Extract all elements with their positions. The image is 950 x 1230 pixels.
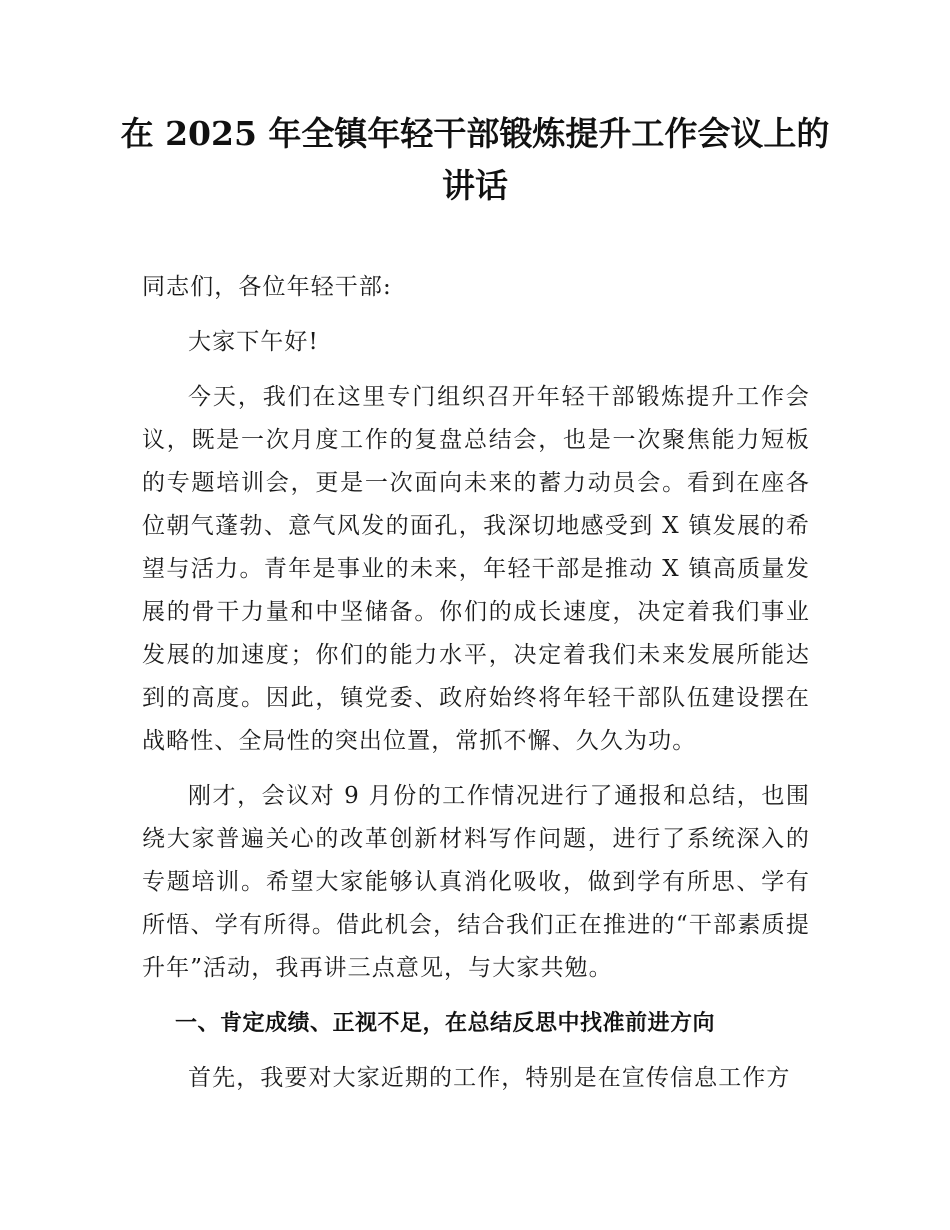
section-paragraph: 首先，我要对大家近期的工作，特别是在宣传信息工作方	[188, 1065, 791, 1091]
salutation: 同志们，各位年轻干部:	[142, 274, 392, 300]
document-body	[142, 266, 810, 1112]
greeting: 大家下午好!	[188, 329, 319, 355]
section-heading: 一、肯定成绩、正视不足，在总结反思中找准前进方向	[175, 1011, 716, 1036]
body-paragraph: 刚才，会议对 9 月份的工作情况进行了通报和总结，也围绕大家普遍关心的改革创新材料写作问题，进行了系统深入的专题培训。希望大家能够认真消化吸收，做到学有所思、学有所悟、学有所得。借此机会，结合我们正在推进的“干部素质提升年”活动，我再讲三点意见，与大家共勉。	[142, 783, 810, 981]
document-title: 在 2025 年全镇年轻干部锻炼提升工作会议上的讲话	[120, 114, 830, 205]
body-paragraph: 今天，我们在这里专门组织召开年轻干部锻炼提升工作会议，既是一次月度工作的复盘总结会，也是一次聚焦能力短板的专题培训会，更是一次面向未来的蓄力动员会。看到在座各位朝气蓬勃、意气风发的面孔，我深切地感受到 X 镇发展的希望与活力。青年是事业的未来，年轻干部是推动 X 镇高质量发展的骨干力量和中坚储备。你们的成长速度，决定着我们事业发展的加速度；你们的能力水平，决定着我们未来发展所能达到的高度。因此，镇党委、政府始终将年轻干部队伍建设摆在战略性、全局性的突出位置，常抓不懈、久久为功。	[142, 384, 810, 754]
